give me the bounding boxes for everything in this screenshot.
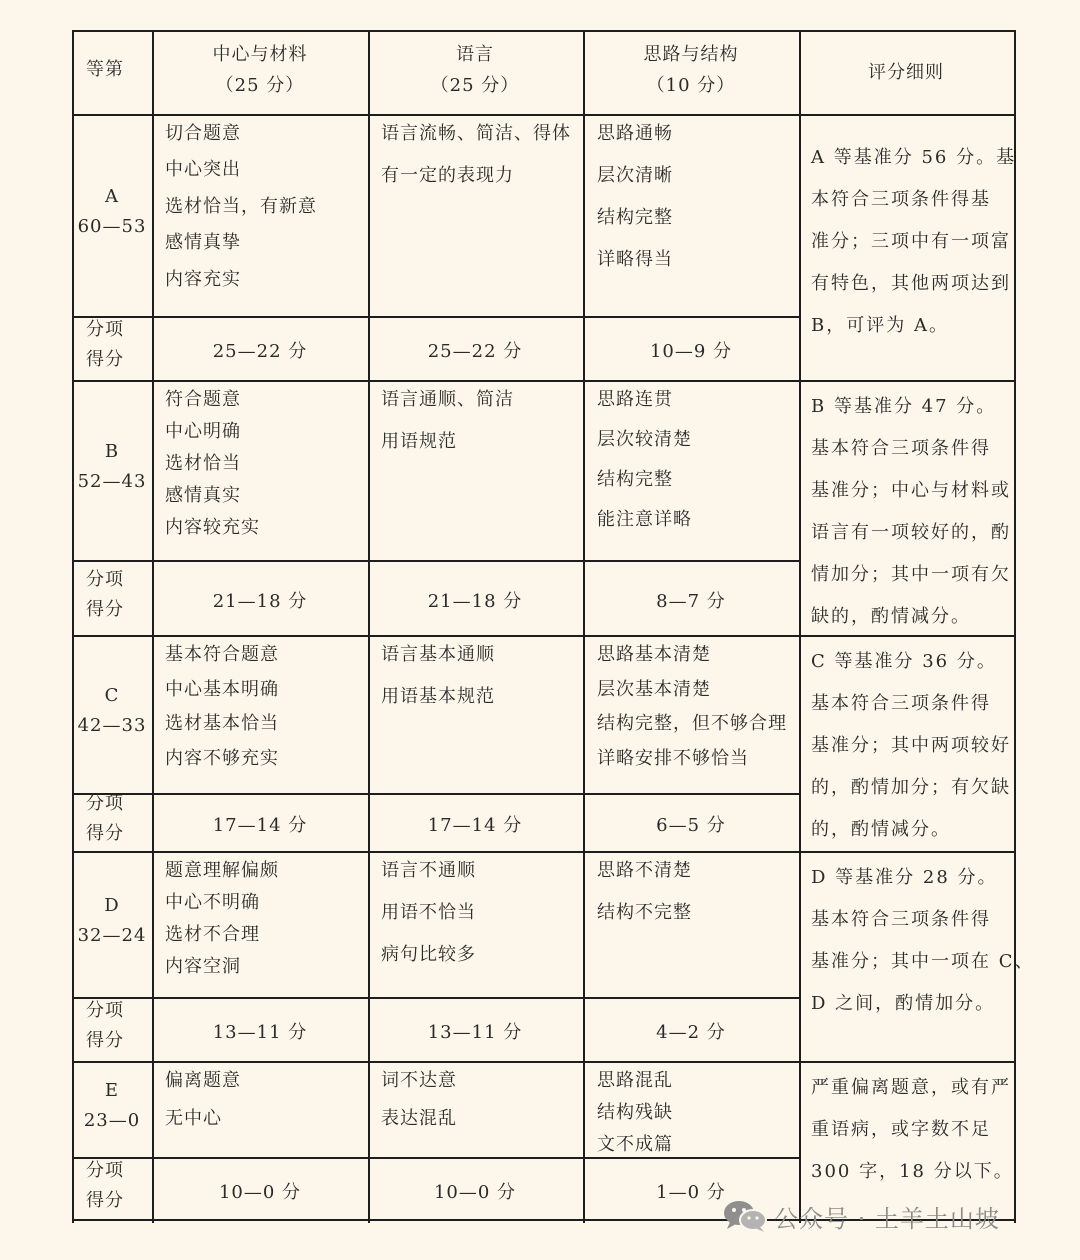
content-item: 感情真挚 (165, 232, 241, 254)
score-label: 分项 (86, 1000, 124, 1021)
table-rule (72, 851, 1016, 853)
rule-note-line: 基准分；中心与材料或 (811, 480, 1011, 501)
language-item: 病句比较多 (381, 944, 476, 965)
structure-item: 文不成篇 (597, 1134, 673, 1155)
language-item: 语言通顺、简洁 (381, 389, 514, 410)
score-value: 13—11 分 (212, 1022, 308, 1043)
score-label: 得分 (86, 1030, 124, 1051)
score-value: 10—0 分 (433, 1182, 517, 1203)
grade-range: 52—43 (77, 471, 147, 492)
score-value: 21—18 分 (212, 590, 308, 612)
table-rule (368, 30, 370, 116)
header-structure-title: 思路与结构 (643, 44, 739, 65)
score-label: 分项 (86, 319, 124, 340)
table-rule (799, 635, 801, 853)
score-value: 1—0 分 (656, 1182, 726, 1203)
table-rule (72, 380, 1016, 382)
table-rule (152, 114, 154, 382)
grade-letter: E (104, 1080, 120, 1101)
structure-item: 层次基本清楚 (597, 678, 711, 700)
table-rule (72, 560, 800, 562)
content-item: 选材基本恰当 (165, 713, 279, 734)
wechat-icon (722, 1199, 768, 1233)
structure-item: 层次较清楚 (597, 429, 692, 450)
rule-note-line: 严重偏离题意，或有严 (811, 1077, 1011, 1098)
score-value: 13—11 分 (427, 1022, 523, 1043)
table-rule (72, 114, 1016, 116)
structure-item: 结构完整 (597, 207, 673, 228)
header-language-points: （25 分） (430, 75, 520, 96)
language-item: 用语规范 (381, 431, 457, 452)
table-rule (152, 380, 154, 637)
rule-note-line: A 等基准分 56 分。基 (811, 147, 1017, 168)
language-item: 用语基本规范 (381, 686, 495, 707)
score-label: 得分 (86, 1190, 124, 1211)
rule-note-line: 基准分；其中一项在 C、 (811, 951, 1035, 972)
rule-note-line: 的，酌情减分。 (811, 819, 951, 840)
table-rule (72, 30, 1016, 32)
table-rule (152, 635, 154, 853)
header-grade: 等第 (86, 59, 124, 80)
rule-note-line: 情加分；其中一项有欠 (811, 564, 1011, 585)
table-rule (1014, 30, 1016, 1223)
score-value: 25—22 分 (427, 341, 523, 362)
structure-item: 能注意详略 (597, 509, 692, 530)
structure-item: 结构不完整 (597, 902, 692, 923)
table-rule (368, 1061, 370, 1223)
content-item: 内容充实 (165, 268, 241, 290)
score-value: 10—9 分 (649, 341, 733, 362)
content-item: 中心基本明确 (165, 678, 279, 700)
language-item: 语言流畅、简洁、得体 (381, 123, 571, 144)
table-rule (368, 635, 370, 853)
content-item: 中心明确 (165, 421, 241, 442)
rule-note-line: 基准分；其中两项较好 (811, 735, 1011, 756)
rule-note-line: 缺的，酌情减分。 (811, 606, 971, 627)
table-rule (152, 1061, 154, 1223)
grade-range: 32—24 (77, 925, 147, 946)
header-structure-points: （10 分） (646, 75, 736, 96)
structure-item: 思路基本清楚 (597, 644, 711, 665)
header-content-points: （25 分） (215, 75, 305, 96)
table-rule (583, 851, 585, 1063)
score-value: 25—22 分 (212, 341, 308, 362)
table-rule (799, 114, 801, 382)
content-item: 内容空洞 (165, 956, 241, 977)
structure-item: 结构完整 (597, 469, 673, 490)
structure-item: 结构残缺 (597, 1102, 673, 1123)
rule-note-line: C 等基准分 36 分。 (811, 651, 997, 672)
header-content-title: 中心与材料 (212, 44, 308, 65)
content-item: 符合题意 (165, 389, 241, 410)
structure-item: 详略得当 (597, 249, 673, 270)
score-label: 分项 (86, 568, 124, 590)
table-rule (583, 1061, 585, 1223)
rule-note-line: 基本符合三项条件得 (811, 693, 991, 714)
grade-letter: B (104, 441, 120, 462)
rule-note-line: 本符合三项条件得基 (811, 189, 991, 210)
table-rule (583, 380, 585, 637)
table-rule (583, 30, 585, 116)
rule-note-line: 语言有一项较好的，酌 (811, 522, 1011, 543)
content-item: 无中心 (165, 1108, 222, 1129)
content-item: 基本符合题意 (165, 644, 279, 665)
table-rule (72, 30, 74, 1223)
content-item: 偏离题意 (165, 1070, 241, 1091)
content-item: 内容不够充实 (165, 747, 279, 769)
score-value: 8—7 分 (656, 590, 726, 612)
table-rule (72, 1157, 800, 1159)
score-label: 得分 (86, 598, 124, 620)
structure-item: 思路混乱 (597, 1070, 673, 1091)
scoring-table (72, 30, 1035, 1221)
content-item: 切合题意 (165, 123, 241, 144)
table-rule (72, 793, 800, 795)
rule-note-line: 重语病，或字数不足 (811, 1119, 991, 1140)
rule-note-line: 的，酌情加分；有欠缺 (811, 777, 1011, 798)
table-rule (72, 316, 800, 318)
score-label: 分项 (86, 793, 124, 814)
rule-note-line: 有特色，其他两项达到 (811, 273, 1011, 294)
table-rule (368, 114, 370, 382)
table-rule (72, 635, 1016, 637)
table-rule (799, 380, 801, 637)
content-item: 选材恰当 (165, 453, 241, 474)
content-item: 内容较充实 (165, 517, 260, 538)
rule-note-line: D 之间，酌情加分。 (811, 993, 996, 1014)
score-label: 得分 (86, 823, 124, 844)
score-value: 17—14 分 (212, 815, 308, 836)
rule-note-line: B，可评为 A。 (811, 315, 949, 336)
content-item: 题意理解偏颇 (165, 860, 279, 881)
language-item: 语言基本通顺 (381, 644, 495, 665)
score-label: 分项 (86, 1160, 124, 1181)
structure-item: 结构完整，但不够合理 (597, 713, 787, 734)
content-item: 中心不明确 (165, 892, 260, 913)
table-rule (72, 997, 800, 999)
header-language-title: 语言 (456, 44, 494, 65)
grade-range: 23—0 (83, 1110, 141, 1131)
header-rules-title: 评分细则 (868, 62, 944, 83)
score-value: 17—14 分 (427, 815, 523, 836)
grade-letter: C (104, 685, 120, 706)
watermark (722, 1196, 1000, 1236)
grade-range: 60—53 (77, 216, 147, 237)
language-item: 用语不恰当 (381, 902, 476, 923)
score-value: 6—5 分 (656, 815, 726, 836)
rule-note-line: 基本符合三项条件得 (811, 438, 991, 459)
rule-note-line: 准分；三项中有一项富 (811, 231, 1011, 252)
structure-item: 思路通畅 (597, 123, 673, 144)
content-item: 中心突出 (165, 159, 241, 181)
table-rule (583, 114, 585, 382)
table-rule (799, 851, 801, 1063)
grade-letter: D (104, 895, 120, 916)
table-rule (152, 851, 154, 1063)
table-rule (152, 30, 154, 116)
language-item: 词不达意 (381, 1070, 457, 1091)
score-value: 4—2 分 (656, 1022, 726, 1043)
table-rule (799, 30, 801, 116)
language-item: 语言不通顺 (381, 860, 476, 881)
score-value: 10—0 分 (218, 1182, 302, 1203)
grade-range: 42—33 (77, 715, 147, 736)
score-value: 21—18 分 (427, 590, 523, 612)
rule-note-line: 基本符合三项条件得 (811, 909, 991, 930)
structure-item: 层次清晰 (597, 165, 673, 186)
watermark-text: 公众号 · 土羊土山坡 (774, 1204, 1000, 1233)
structure-item: 详略安排不够恰当 (597, 747, 749, 769)
table-rule (72, 1061, 1016, 1063)
structure-item: 思路连贯 (597, 389, 673, 410)
content-item: 感情真实 (165, 485, 241, 506)
table-rule (368, 851, 370, 1063)
rule-note-line: 300 字，18 分以下。 (811, 1161, 1014, 1182)
rule-note-line: B 等基准分 47 分。 (811, 396, 997, 417)
rule-note-line: D 等基准分 28 分。 (811, 867, 998, 888)
content-item: 选材不合理 (165, 924, 260, 945)
language-item: 表达混乱 (381, 1108, 457, 1129)
structure-item: 思路不清楚 (597, 860, 692, 881)
content-item: 选材恰当，有新意 (165, 195, 317, 217)
table-rule (583, 635, 585, 853)
grade-letter: A (105, 186, 119, 207)
score-label: 得分 (86, 349, 124, 370)
table-rule (368, 380, 370, 637)
language-item: 有一定的表现力 (381, 165, 514, 186)
